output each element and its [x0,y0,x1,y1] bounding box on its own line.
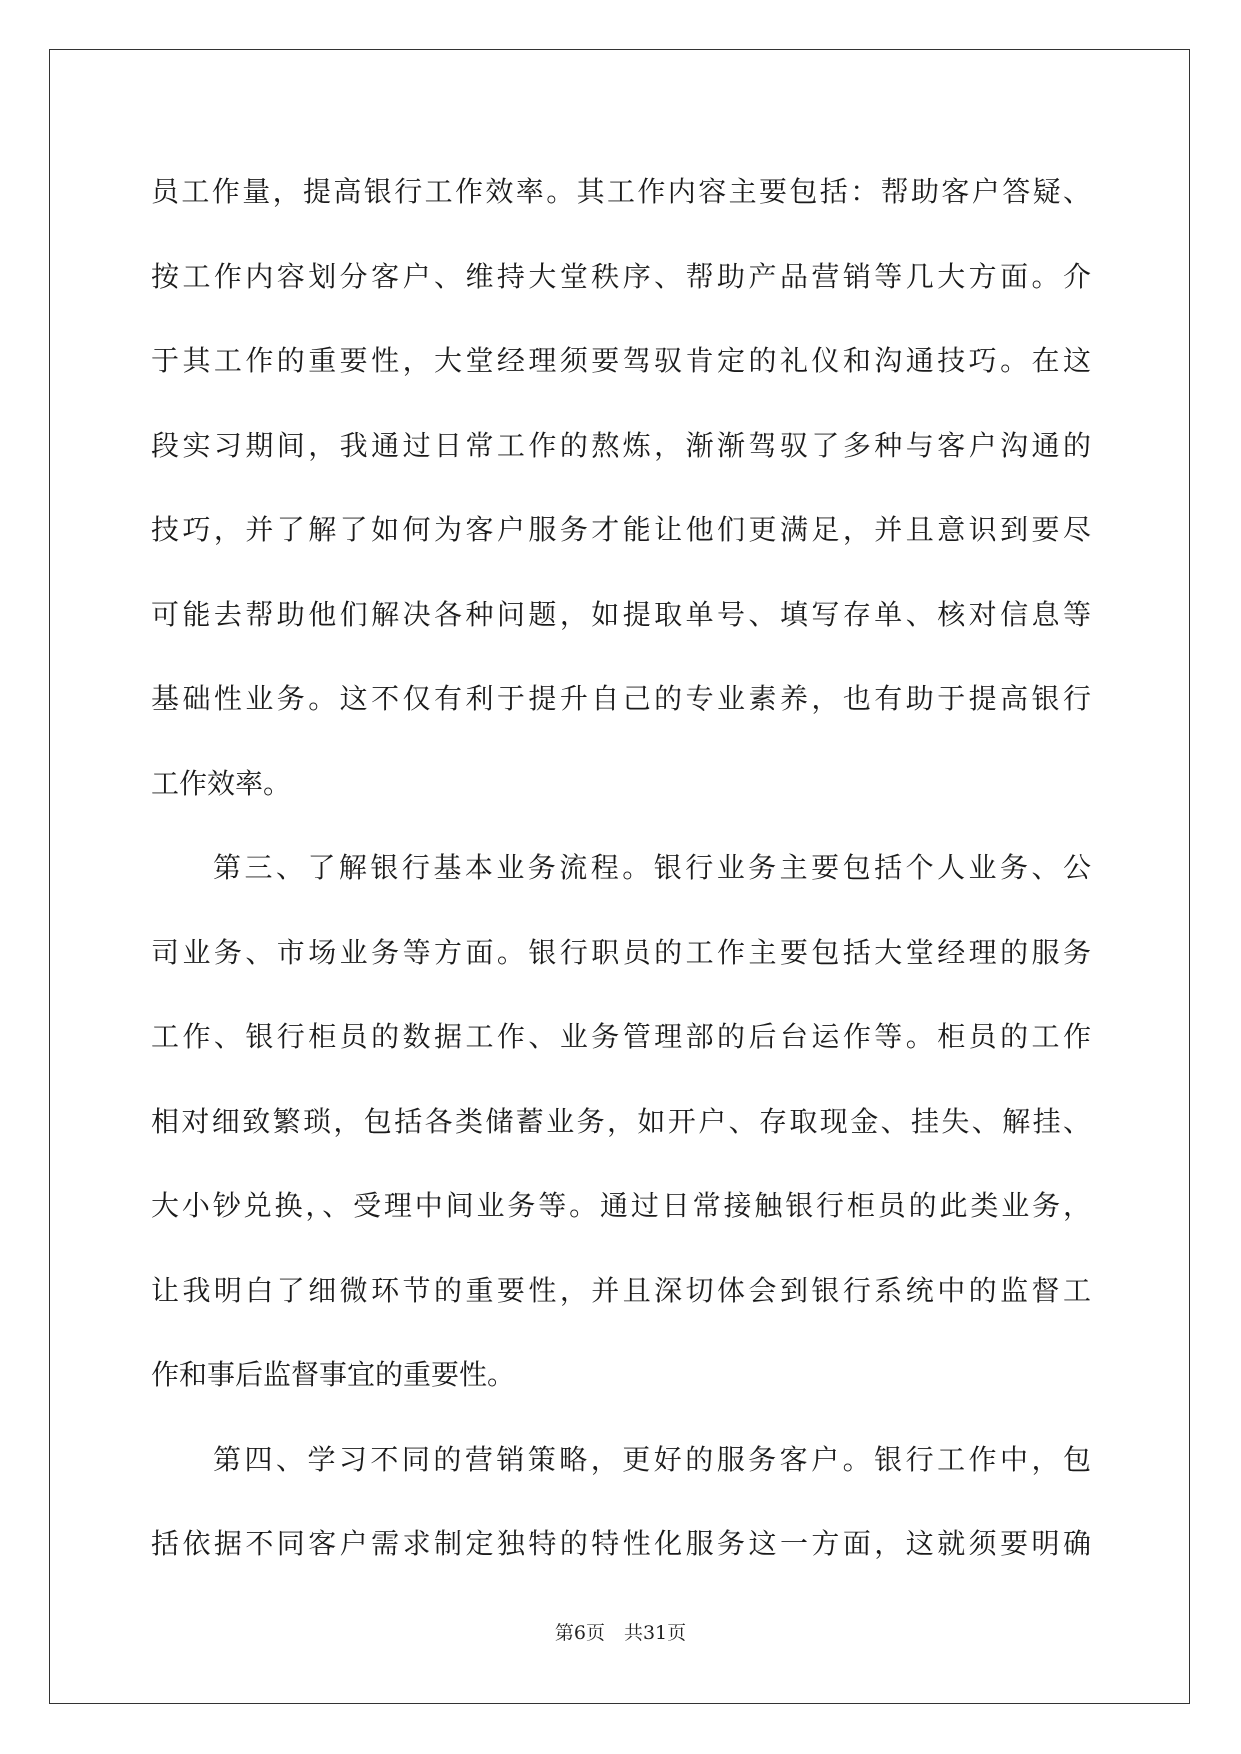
text-line: 员工作量，提高银行工作效率。其工作内容主要包括：帮助客户答疑、 [151,175,1091,208]
text-line: 技巧，并了解了如何为客户服务才能让他们更满足，并且意识到要尽 [151,513,1091,546]
text-line: 相对细致繁琐，包括各类储蓄业务，如开户、存取现金、挂失、解挂、 [151,1104,1091,1138]
text-line: 工作效率。 [151,766,292,800]
text-line: 司业务、市场业务等方面。银行职员的工作主要包括大堂经理的服务 [151,935,1091,969]
text-line: 于其工作的重要性，大堂经理须要驾驭肯定的礼仪和沟通技巧。在这 [151,344,1091,377]
text-line: 让我明白了细微环节的重要性，并且深切体会到银行系统中的监督工 [151,1273,1091,1307]
paragraph-first-line: 第三、了解银行基本业务流程。银行业务主要包括个人业务、公 [213,851,1091,884]
text-line: 段实习期间，我通过日常工作的熬炼，渐渐驾驭了多种与客户沟通的 [151,428,1091,462]
text-line: 工作、银行柜员的数据工作、业务管理部的后台运作等。柜员的工作 [151,1020,1091,1053]
text-line: 按工作内容划分客户、维持大堂秩序、帮助产品营销等几大方面。介 [151,259,1091,293]
page-number-footer: 第6页 共31页 [554,1622,687,1644]
text-line: 大小钞兑换，、受理中间业务等。通过日常接触银行柜员的此类业务， [151,1189,1091,1222]
text-line: 括依据不同客户需求制定独特的特性化服务这一方面，这就须要明确 [151,1527,1091,1560]
text-line: 可能去帮助他们解决各种问题，如提取单号、填写存单、核对信息等 [151,597,1091,631]
text-line: 作和事后监督事宜的重要性。 [151,1358,516,1391]
document-body [151,150,1091,1587]
paragraph-first-line: 第四、学习不同的营销策略，更好的服务客户。银行工作中，包 [213,1442,1091,1476]
text-line: 基础性业务。这不仅有利于提升自己的专业素养，也有助于提高银行 [151,682,1091,715]
